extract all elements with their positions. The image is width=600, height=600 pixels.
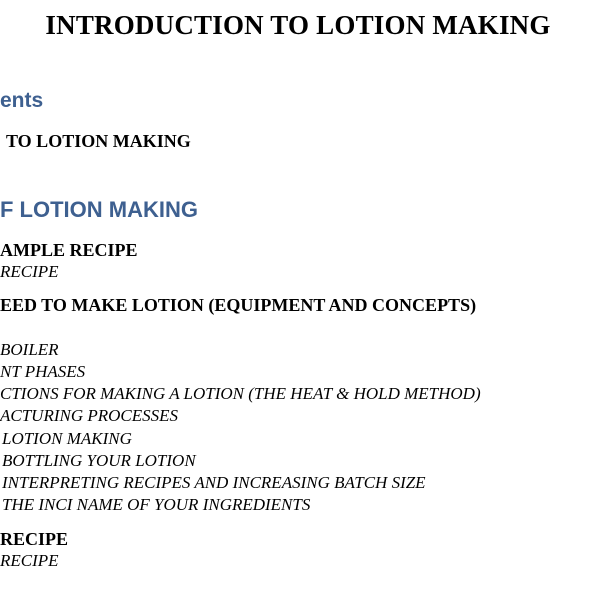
- toc-entry-intro[interactable]: TO LOTION MAKING: [6, 131, 191, 151]
- section-heading-lotion-making: F LOTION MAKING: [0, 197, 198, 222]
- toc-entry-recipe-2[interactable]: RECIPE: [0, 551, 59, 570]
- toc-entry-recipe-1[interactable]: RECIPE: [0, 262, 59, 281]
- document-title: INTRODUCTION TO LOTION MAKING: [45, 10, 551, 40]
- toc-subentry-inci-name[interactable]: THE INCI NAME OF YOUR INGREDIENTS: [2, 495, 311, 514]
- toc-subentry-instructions[interactable]: CTIONS FOR MAKING A LOTION (THE HEAT & HOLD METHOD): [0, 384, 481, 403]
- toc-entry-sample-recipe[interactable]: AMPLE RECIPE: [0, 240, 138, 260]
- toc-subentry-boiler[interactable]: BOILER: [0, 340, 59, 359]
- toc-entry-need-to-make-lotion[interactable]: EED TO MAKE LOTION (EQUIPMENT AND CONCEPTS): [0, 295, 477, 315]
- toc-subentry-phases[interactable]: NT PHASES: [0, 362, 86, 381]
- toc-entry-recipe-bold[interactable]: RECIPE: [0, 529, 69, 549]
- toc-subentry-lotion-making[interactable]: LOTION MAKING: [2, 429, 132, 448]
- contents-heading: ents: [0, 89, 44, 112]
- toc-subentry-bottling[interactable]: BOTTLING YOUR LOTION: [2, 451, 196, 470]
- toc-subentry-manufacturing[interactable]: ACTURING PROCESSES: [0, 406, 179, 425]
- toc-subentry-interpreting[interactable]: INTERPRETING RECIPES AND INCREASING BATCH SIZE: [2, 473, 426, 492]
